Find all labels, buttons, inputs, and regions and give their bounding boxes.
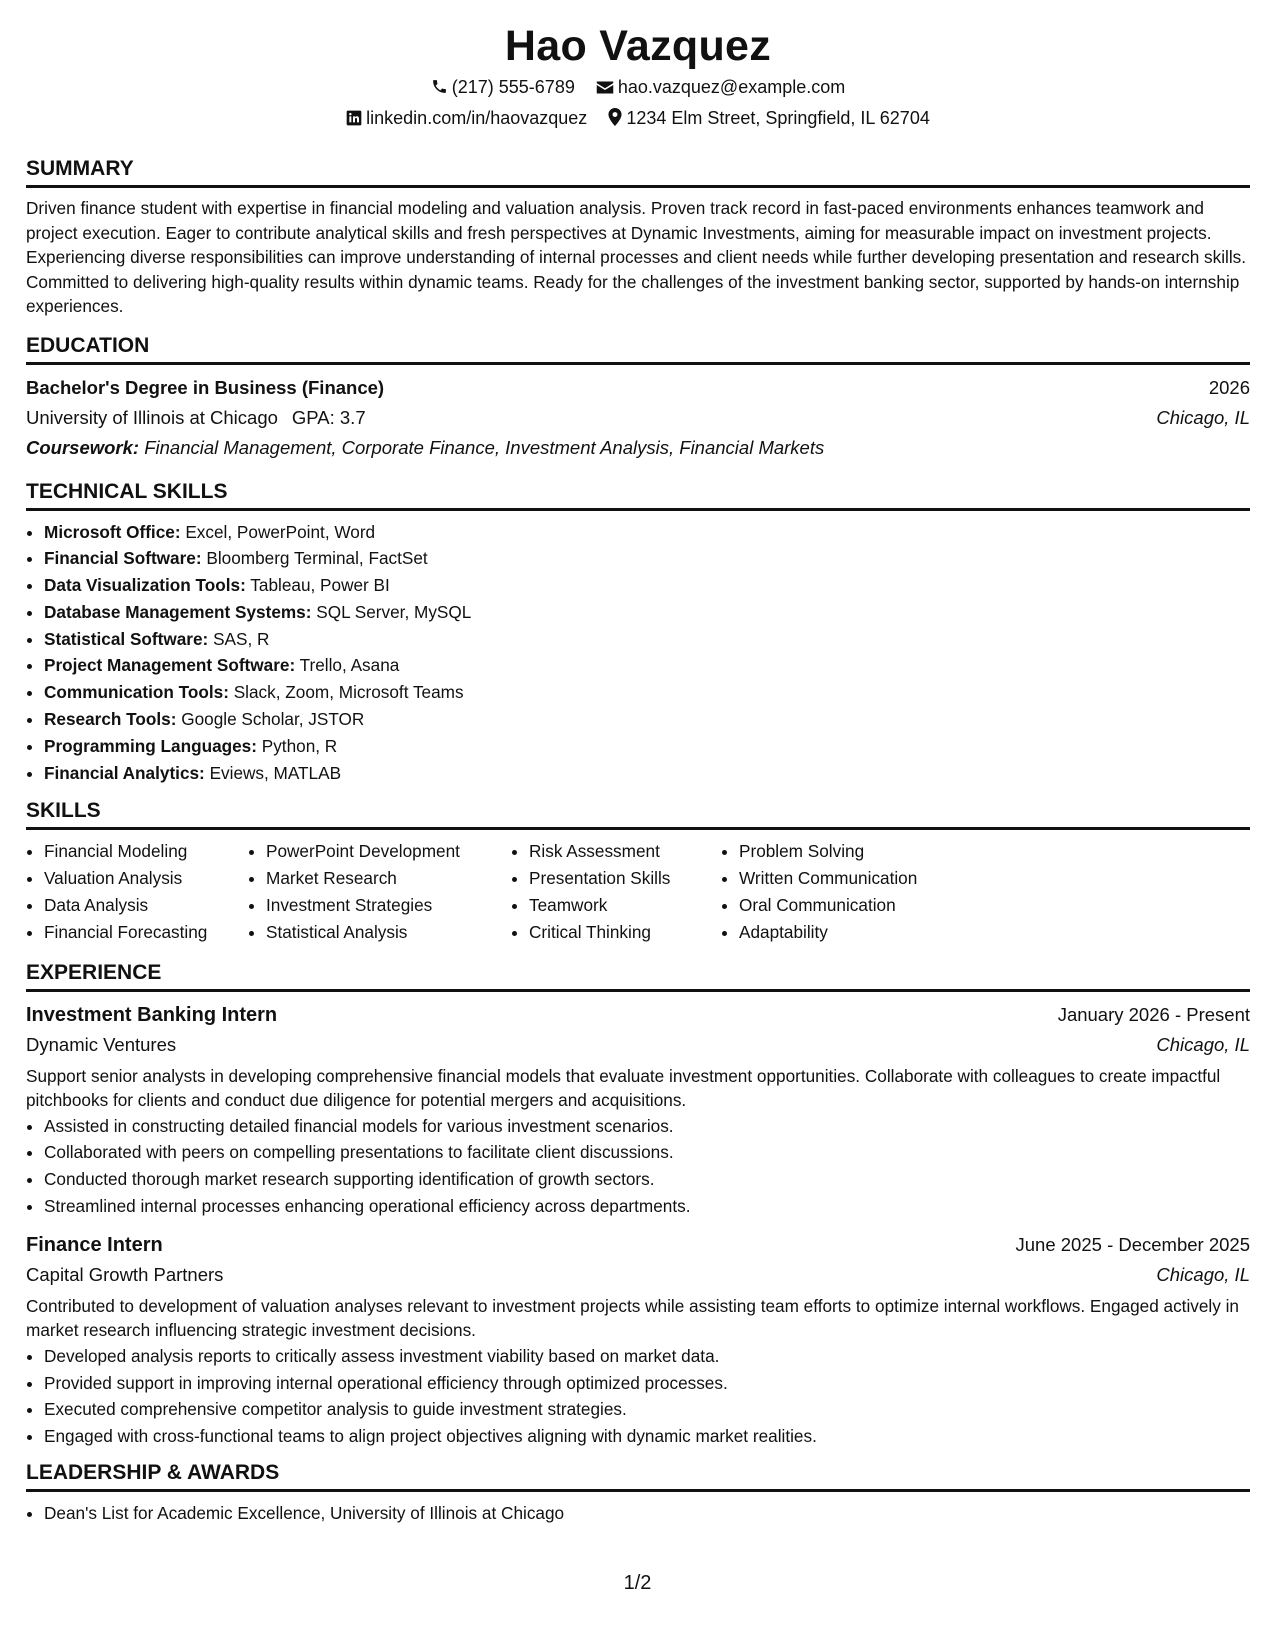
coursework-list: Financial Management, Corporate Finance, Investment Analysis, Financial Markets: [144, 436, 825, 458]
linkedin-contact[interactable]: [346, 103, 587, 134]
list-item: • Adaptability: [739, 919, 969, 946]
leadership-list: [26, 1500, 1250, 1527]
summary-section: [26, 156, 1250, 319]
education-section: [26, 333, 1250, 463]
phone-text: (217) 555-6789: [451, 77, 575, 97]
skills-column-3: [511, 838, 721, 945]
job-entry: [26, 1230, 1250, 1450]
list-item: • Statistical Analysis: [266, 919, 511, 946]
school-and-gpa: [26, 403, 366, 433]
list-item: [44, 652, 1250, 679]
skill-category: Financial Software:: [44, 548, 202, 569]
list-item: • Critical Thinking: [529, 919, 721, 946]
job-title: Finance Intern: [26, 1233, 163, 1256]
skills-grid: [26, 838, 1250, 945]
school-name: University of Illinois at Chicago: [26, 406, 278, 428]
linkedin-icon: [346, 110, 362, 126]
education-heading: EDUCATION: [26, 333, 1250, 365]
job-company-row: [26, 1260, 1250, 1290]
job-title-row: [26, 1230, 1250, 1260]
experience-section: [26, 960, 1250, 1450]
skills-heading: SKILLS: [26, 798, 1250, 830]
list-item: • Teamwork: [529, 892, 721, 919]
leadership-heading: LEADERSHIP & AWARDS: [26, 1460, 1250, 1492]
skill-values: Bloomberg Terminal, FactSet: [206, 548, 428, 569]
list-item: • Assisted in constructing detailed financial models for various investment scenarios.: [44, 1113, 1250, 1140]
skill-values: Eviews, MATLAB: [209, 762, 342, 783]
email-text: hao.vazquez@example.com: [617, 77, 846, 97]
job-description: Contributed to development of valuation analyses relevant to investment projects while assisting team efforts to optimize internal workflows. Engaged actively in market research influencing strategic investment decisions.: [26, 1295, 1239, 1341]
list-item: • Provided support in improving internal operational efficiency through optimized processes.: [44, 1370, 1250, 1397]
technical-skills-list: [26, 519, 1250, 787]
skill-values: Trello, Asana: [299, 655, 400, 676]
header-spacer: [26, 134, 1250, 156]
skill-values: SAS, R: [213, 628, 270, 649]
list-item: [44, 599, 1250, 626]
skills-column-4: [721, 838, 969, 945]
candidate-name: Hao Vazquez: [504, 22, 772, 70]
list-item: • Engaged with cross-functional teams to align project objectives aligning with dynamic market realities.: [44, 1423, 1250, 1450]
map-marker-icon: [608, 108, 622, 126]
address-text: 1234 Elm Street, Springfield, IL 62704: [626, 108, 930, 128]
linkedin-text: linkedin.com/in/haovazquez: [366, 108, 588, 128]
skill-category: Database Management Systems:: [44, 601, 312, 622]
summary-text: Driven finance student with expertise in financial modeling and valuation analysis. Proven track record in fast-paced environments enhances teamwork and project execution. Eager to contribute analytical skills and fresh perspectives at Dynamic Investments, aiming for measurable impact on investment projects. Experiencing diverse responsibilities can improve understanding of internal processes and client needs while further developing presentation and research skills. Committed to delivering high-quality results within dynamic teams. Ready for the challenges of the investment banking sector, supported by hands-on internship experiences.: [26, 198, 1247, 316]
list-item: [44, 545, 1250, 572]
skill-category: Project Management Software:: [44, 655, 296, 676]
skill-category: Data Visualization Tools:: [44, 575, 246, 596]
list-item: [44, 572, 1250, 599]
list-item: • Data Analysis: [44, 892, 248, 919]
education-degree-row: [26, 373, 1250, 403]
skill-values: SQL Server, MySQL: [316, 601, 472, 622]
gpa: GPA: 3.7: [291, 406, 366, 428]
list-item: • Valuation Analysis: [44, 865, 248, 892]
skill-values: Slack, Zoom, Microsoft Teams: [233, 682, 464, 703]
list-item: • Problem Solving: [739, 838, 969, 865]
list-item: • Financial Modeling: [44, 838, 248, 865]
list-item: [44, 679, 1250, 706]
list-item: • Investment Strategies: [266, 892, 511, 919]
list-item: • Oral Communication: [739, 892, 969, 919]
list-item: [44, 519, 1250, 546]
phone-icon: [431, 78, 448, 95]
skill-values: Tableau, Power BI: [250, 575, 390, 596]
address-contact: [608, 103, 930, 134]
skill-category: Research Tools:: [44, 709, 177, 730]
list-item: [44, 626, 1250, 653]
job-company-row: [26, 1030, 1250, 1060]
company-name: Dynamic Ventures: [26, 1033, 177, 1055]
job-dates: January 2026 - Present: [1057, 1003, 1250, 1025]
coursework: [26, 433, 1250, 463]
job-title-row: [26, 1000, 1250, 1030]
skill-category: Statistical Software:: [44, 628, 209, 649]
list-item: [44, 733, 1250, 760]
list-item: [44, 760, 1250, 787]
skills-column-2: [248, 838, 511, 945]
company-name: Capital Growth Partners: [26, 1263, 224, 1285]
degree: Bachelor's Degree in Business (Finance): [26, 376, 385, 398]
experience-heading: EXPERIENCE: [26, 960, 1250, 992]
graduation-year: 2026: [1208, 376, 1250, 398]
skill-category: Microsoft Office:: [44, 521, 181, 542]
skill-category: Financial Analytics:: [44, 762, 205, 783]
contact-line-2: [26, 103, 1250, 134]
job-description: Support senior analysts in developing comprehensive financial models that evaluate investment opportunities. Collaborate with colleagues to create impactful pitchbooks for clients and conduct due diligence for potential mergers and acquisitions.: [26, 1065, 1221, 1111]
coursework-label: Coursework:: [26, 436, 140, 458]
list-item: • Collaborated with peers on compelling presentations to facilitate client discussions.: [44, 1139, 1250, 1166]
list-item: • Risk Assessment: [529, 838, 721, 865]
skill-category: Programming Languages:: [44, 735, 257, 756]
skills-section: [26, 798, 1250, 945]
job-location: Chicago, IL: [1156, 1263, 1250, 1285]
contact-line-1: [26, 72, 1250, 103]
education-school-row: [26, 403, 1250, 433]
list-item: • PowerPoint Development: [266, 838, 511, 865]
summary-heading: SUMMARY: [26, 156, 1250, 188]
envelope-icon: [596, 80, 614, 95]
list-item: [44, 706, 1250, 733]
email-contact[interactable]: [596, 72, 845, 103]
list-item: • Market Research: [266, 865, 511, 892]
list-item: • Executed comprehensive competitor analysis to guide investment strategies.: [44, 1396, 1250, 1423]
job-title: Investment Banking Intern: [26, 1003, 278, 1026]
list-item: • Presentation Skills: [529, 865, 721, 892]
list-item: • Financial Forecasting: [44, 919, 248, 946]
list-item: • Written Communication: [739, 865, 969, 892]
list-item: • Developed analysis reports to critically assess investment viability based on market data.: [44, 1343, 1250, 1370]
list-item: • Conducted thorough market research supporting identification of growth sectors.: [44, 1166, 1250, 1193]
job-location: Chicago, IL: [1156, 1033, 1250, 1055]
list-item: • Dean's List for Academic Excellence, University of Illinois at Chicago: [44, 1500, 1250, 1527]
list-item: • Streamlined internal processes enhancing operational efficiency across departments.: [44, 1193, 1250, 1220]
skills-column-1: [26, 838, 248, 945]
resume-page: [26, 0, 1250, 1527]
skill-values: Google Scholar, JSTOR: [181, 709, 365, 730]
page-number: 1/2: [623, 1572, 652, 1594]
job-bullets: [26, 1113, 1250, 1220]
skill-values: Excel, PowerPoint, Word: [185, 521, 376, 542]
job-bullets: [26, 1343, 1250, 1450]
job-dates: June 2025 - December 2025: [1015, 1233, 1250, 1255]
job-entry: [26, 1000, 1250, 1220]
technical-skills-heading: TECHNICAL SKILLS: [26, 479, 1250, 511]
phone-contact: [431, 72, 575, 103]
leadership-section: [26, 1460, 1250, 1527]
skill-values: Python, R: [261, 735, 338, 756]
technical-skills-section: [26, 479, 1250, 787]
skill-category: Communication Tools:: [44, 682, 229, 703]
school-location: Chicago, IL: [1156, 406, 1250, 428]
